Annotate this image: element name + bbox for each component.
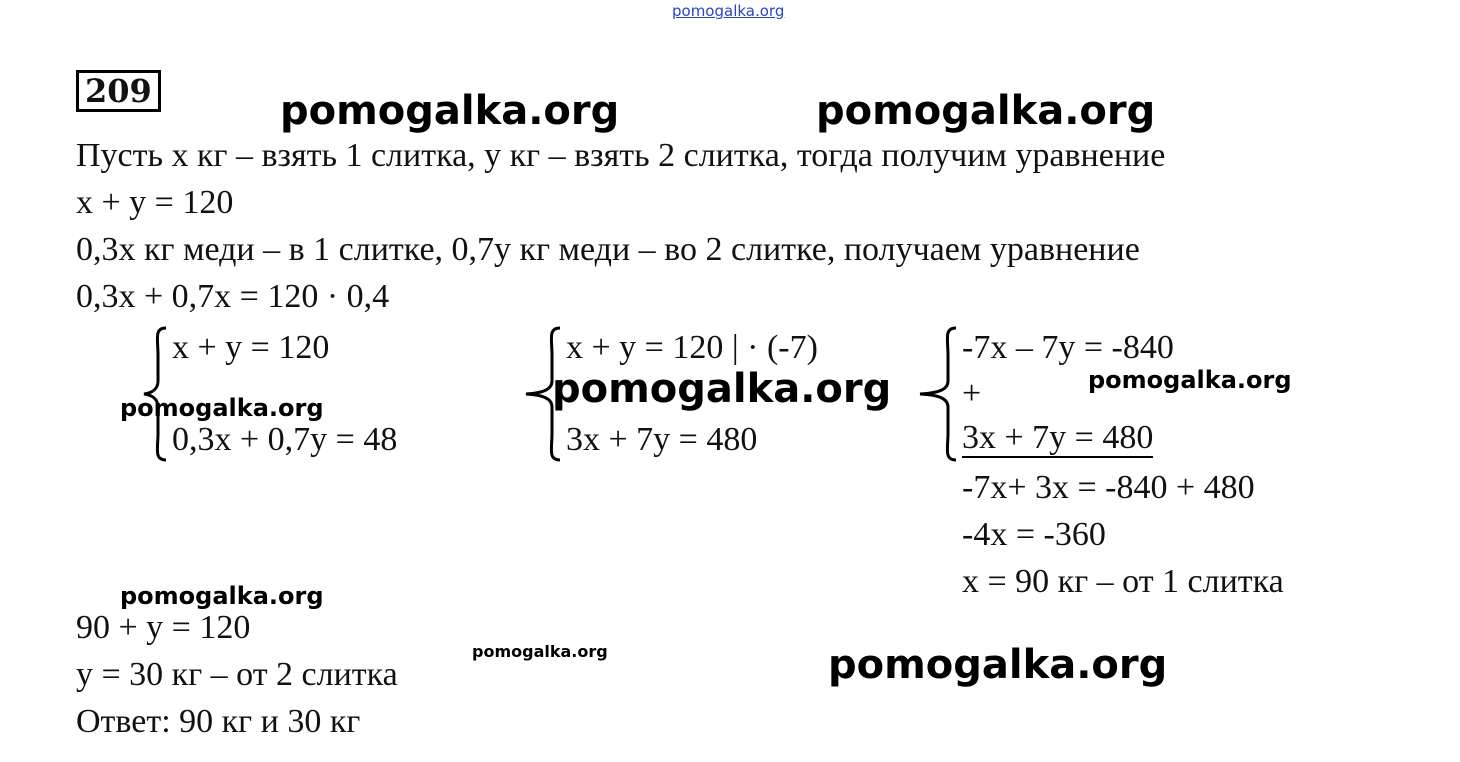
watermark: pomogalka.org <box>552 366 892 412</box>
site-link[interactable]: pomogalka.org <box>672 2 785 20</box>
step-line: х = 90 кг – от 1 слитка <box>962 563 1284 600</box>
system3-plus: + <box>962 375 982 412</box>
system3-eq2: 3х + 7у = 480 <box>962 419 1154 456</box>
watermark: pomogalka.org <box>828 642 1168 688</box>
watermark: pomogalka.org <box>280 88 620 134</box>
watermark: pomogalka.org <box>472 642 608 661</box>
left-brace-icon <box>914 325 960 463</box>
system1-eq1: х + у = 120 <box>172 329 330 366</box>
text-line: х + у = 120 <box>76 184 234 221</box>
system2-eq1: х + у = 120 | · (-7) <box>566 329 818 366</box>
text-line: 0,3х кг меди – в 1 слитке, 0,7у кг меди – во 2 слитке, получаем уравнение <box>76 231 1140 268</box>
step-line: -4х = -360 <box>962 516 1106 553</box>
final-line: у = 30 кг – от 2 слитка <box>76 656 398 693</box>
answer-line: Ответ: 90 кг и 30 кг <box>76 703 361 740</box>
text-line: 0,3х + 0,7х = 120 · 0,4 <box>76 278 390 315</box>
final-line: 90 + у = 120 <box>76 609 251 646</box>
system2-eq2: 3х + 7у = 480 <box>566 421 758 458</box>
problem-number: 209 <box>76 70 161 112</box>
system3-eq1: -7х – 7у = -840 <box>962 329 1174 366</box>
left-brace-icon <box>522 325 564 463</box>
system1-eq2: 0,3х + 0,7у = 48 <box>172 421 398 458</box>
left-brace-icon <box>140 325 170 463</box>
text-line: Пусть х кг – взять 1 слитка, у кг – взять 2 слитка, тогда получим уравнение <box>76 137 1166 174</box>
watermark: pomogalka.org <box>120 582 324 610</box>
step-line: -7х+ 3х = -840 + 480 <box>962 469 1255 506</box>
watermark: pomogalka.org <box>120 394 324 422</box>
watermark: pomogalka.org <box>816 88 1156 134</box>
watermark: pomogalka.org <box>1088 366 1292 394</box>
